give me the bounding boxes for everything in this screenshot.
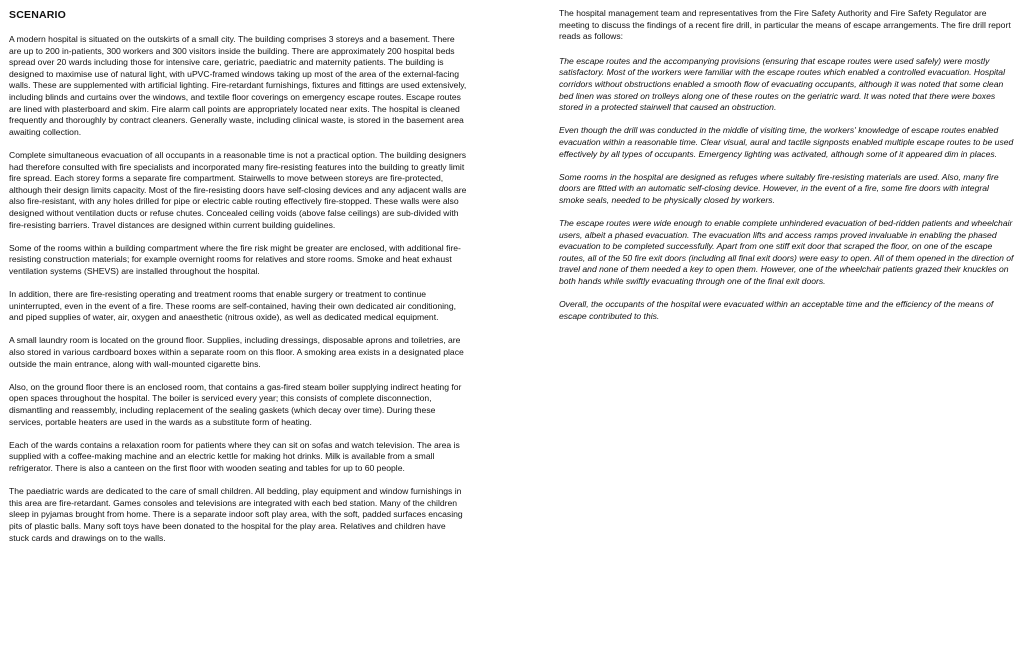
fire-drill-report-paragraph-5: Overall, the occupants of the hospital were evacuated within an acceptable time and the efficiency of the means of escape contributed to this.: [559, 299, 994, 321]
scenario-heading: SCENARIO: [9, 9, 67, 21]
fire-drill-report-paragraph-4: The escape routes were wide enough to enable complete unhindered evacuation of bed-ridden patients and wheelchair users, albeit a phased evacuation. The evacuation lifts and access ramps proved invaluable in enabling the phased evacuation to be completed successfully. Apart from one stiff exit door that scraped the floor, on one of the escape routes, all of the 50 fire exit doors (including all final exit doors) were easy to open. All of them opened in the direction of travel and none of them needed a key to open them. However, one of the wheelchair patients grazed their knuckles on both hands while swiftly evacuating through one of the final exit doors.: [559, 218, 1014, 287]
fire-drill-report-paragraph-2: Even though the drill was conducted in the middle of visiting time, the workers' knowledge of escape routes enabled evacuation within a reasonable time. Clear visual, aural and tactile signposts enabled multiple escape routes to be used effectively by all types of occupants. Emergency lighting was activated, although some of it appeared dim in places.: [559, 125, 1014, 159]
scenario-paragraph-8: The paediatric wards are dedicated to the care of small children. All bedding, play equipment and window furnishings in this area are fire-retardant. Games consoles and televisions are integrated with each bed station. Many of the children sleep in pyjamas brought from home. There is a separate indoor soft play area, with the soft, padded surfaces encasing pits of plastic balls. Many soft toys have been donated to the hospital for the play area. Relatives and children have stuck cards and drawings on to the walls.: [9, 486, 463, 543]
scenario-paragraph-7: Each of the wards contains a relaxation room for patients where they can sit on sofas and watch television. The area is supplied with a coffee-making machine and an electric kettle for making hot drinks. Milk is available from a small refrigerator. There is also a canteen on the first floor with wooden seating and tables for up to 60 people.: [9, 439, 460, 473]
scenario-column: [9, 8, 467, 556]
scenario-paragraph-2: Complete simultaneous evacuation of all occupants in a reasonable time is not a practical option. The building designers had therefore consulted with fire specialists and incorporated many fire-resisting features into the building to greatly limit fire spread. Each storey forms a separate fire compartment. Stairwells to move between storeys are fire-protected, although their design limits capacity. Most of the fire-resisting doors have self-closing devices and any adjacent walls are also fire-resistant, with any holes drilled for pipe or electric cable routing effectively fire-stopped. These walls were also designed without ventilation ducts or refuse chutes. Concealed ceiling voids (above false ceilings) are sub-divided with fire-resisting barriers. Travel distances are designed within current building guidelines.: [9, 149, 467, 230]
fire-drill-column: [559, 8, 1015, 334]
scenario-paragraph-3: Some of the rooms within a building compartment where the fire risk might be greater are enclosed, with additional fire-resisting construction materials; for example overnight rooms for relatives and store rooms. Smoke and heat exhaust ventilation systems (SHEVS) are installed throughout the hospital.: [9, 242, 461, 276]
scenario-paragraph-4: In addition, there are fire-resisting operating and treatment rooms that enable surgery or treatment to continue uninterrupted, even in the event of a fire. These rooms are self-contained, having their own dedicated air conditioning, and piped supplies of water, air, oxygen and anaesthetic (nitrous oxide), as well as dedicated medical equipment.: [9, 289, 456, 323]
fire-drill-intro: The hospital management team and representatives from the Fire Safety Authority and Fire Safety Regulator are meeting to discuss the findings of a recent fire drill, in particular the means of escape arrangements. The fire drill report reads as follows:: [559, 8, 1011, 42]
scenario-paragraph-1: A modern hospital is situated on the outskirts of a small city. The building comprises 3 storeys and a basement. There are up to 200 in-patients, 300 workers and 300 visitors inside the building. There are approximately 200 hospital beds spread over 20 wards including those for intensive care, geriatric, paediatric and maternity patients. The building is designed to maximise use of natural light, with uPVC-framed windows taking up most of the area of the external-facing walls. These are supplemented with artificial lighting. Fire-retardant furnishings, fixtures and fittings are used extensively, including blinds and curtains over the windows, and textile floor coverings on emergency escape routes. Escape routes are lined with plasterboard and skim. Fire alarm call points are appropriately located near exits. The hospital is cleaned frequently and thoroughly by contract cleaners. Generally waste, including clinical waste, is stored in the basement area awaiting collection.: [9, 34, 467, 137]
fire-drill-report-paragraph-3: Some rooms in the hospital are designed as refuges where suitably fire-resisting materials are used. Also, many fire doors are fitted with an automatic self-closing device. However, in the event of a fire, some fire doors with integral smoke seals, needed to be physically closed by workers.: [559, 171, 999, 205]
scenario-paragraph-6: Also, on the ground floor there is an enclosed room, that contains a gas-fired steam boiler supplying indirect heating for open spaces throughout the hospital. The boiler is serviced every year; this consists of complete disconnection, dismantling and reassembly, including replacement of the sealing gaskets (which decay over time). During these services, portable heaters are used in the wards as a substitute form of heating.: [9, 381, 462, 427]
scenario-paragraph-5: A small laundry room is located on the ground floor. Supplies, including dressings, disposable aprons and toiletries, are also stored in various cardboard boxes within a separate room on this floor. A smoking area exists in a designated place outside the main entrance, along with wall-mounted cigarette bins.: [9, 335, 464, 369]
fire-drill-report-paragraph-1: The escape routes and the accompanying provisions (ensuring that escape routes were used safely) were mostly satisfactory. Most of the workers were familiar with the escape routes which enabled a controlled evacuation. Hospital corridors without obstructions enabled a smooth flow of evacuating occupants, although it was noted that some clean bed linen was stored on trolleys along one of these routes on the geriatric ward. It was noted that there were boxes stored in a protected stairwell that caused an obstruction.: [559, 55, 1005, 113]
